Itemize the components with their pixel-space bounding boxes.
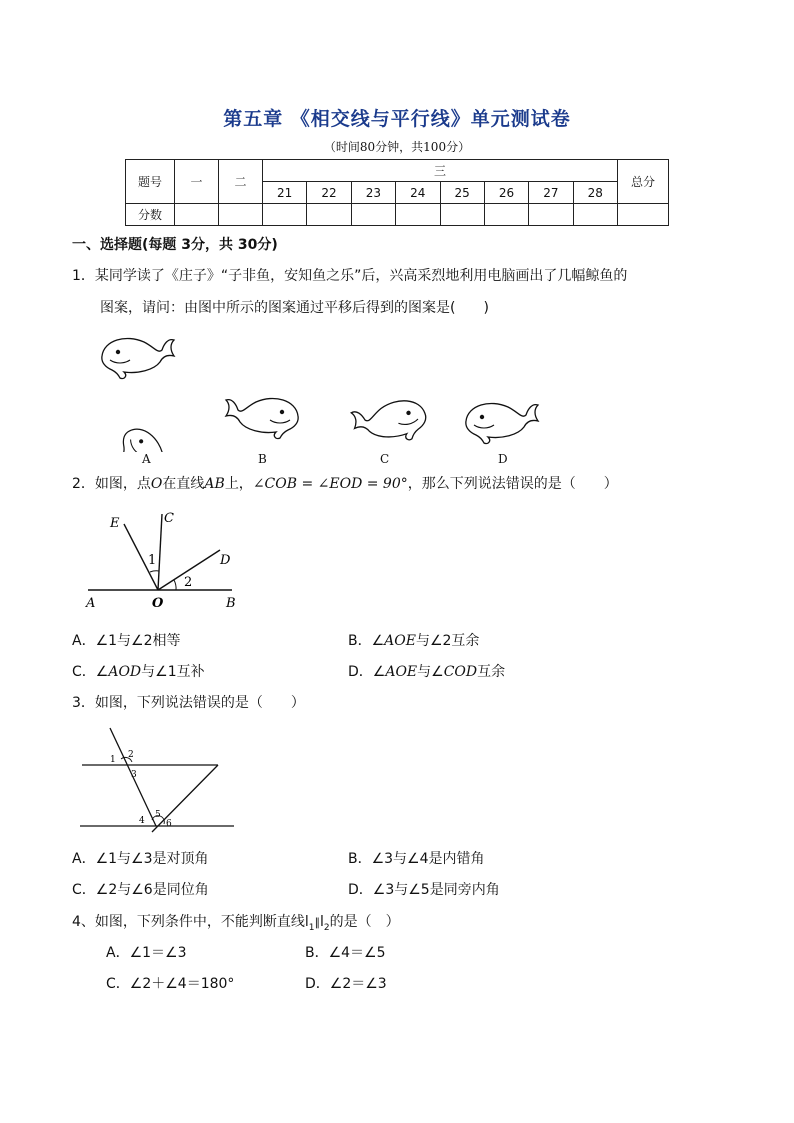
whale-original-icon	[102, 338, 174, 378]
score-table-subcol: 24	[396, 182, 440, 204]
q2-figure	[80, 506, 260, 616]
section-heading: 一、选择题(每题 3分，共 30分)	[72, 237, 278, 253]
score-table-subcol: 25	[440, 182, 484, 204]
q3-label-1: 1	[110, 755, 116, 765]
q3-stem: 3．如图，下列说法错误的是（ ）	[72, 695, 305, 711]
q2-label-angle2: 2	[184, 575, 193, 590]
q3-option-d[interactable]: D．∠3与∠5是同旁内角	[348, 882, 500, 898]
score-table-subcol: 22	[307, 182, 351, 204]
q1-caption-d: D	[498, 452, 508, 466]
q4-option-c[interactable]: C．∠2＋∠4＝180°	[106, 976, 235, 992]
score-table-col3-group: 三	[263, 160, 618, 182]
q2-label-b: B	[226, 596, 236, 611]
whale-c-icon	[351, 396, 430, 450]
q3-label-3: 3	[131, 770, 137, 780]
q1-stem-line2: 图案，请问：由图中所示的图案通过平移后得到的图案是( )	[100, 300, 489, 316]
score-cell[interactable]	[529, 204, 573, 226]
score-cell[interactable]	[396, 204, 440, 226]
page-title: 第五章 《相交线与平行线》单元测试卷	[223, 108, 571, 130]
q3-label-2: 2	[128, 750, 134, 760]
whale-b-icon	[226, 398, 298, 438]
score-cell[interactable]	[351, 204, 395, 226]
q2-option-b[interactable]: B．∠AOE与∠2互余	[348, 633, 480, 649]
q4-option-a[interactable]: A．∠1＝∠3	[106, 945, 187, 961]
score-cell[interactable]	[175, 204, 219, 226]
q3-label-5: 5	[155, 810, 161, 820]
q1-stem-line1: 1．某同学读了《庄子》“子非鱼，安知鱼之乐”后，兴高采烈地利用电脑画出了几幅鲸鱼的	[72, 268, 628, 284]
score-cell[interactable]	[573, 204, 617, 226]
score-table-subcol: 23	[351, 182, 395, 204]
q2-option-a[interactable]: A．∠1与∠2相等	[72, 633, 181, 649]
score-cell[interactable]	[484, 204, 528, 226]
q1-caption-b: B	[258, 452, 267, 466]
q2-label-a: A	[86, 596, 96, 611]
score-table-row1-label: 题号	[126, 160, 175, 204]
q4-option-d[interactable]: D．∠2＝∠3	[305, 976, 387, 992]
score-table-subcol: 21	[263, 182, 307, 204]
score-cell[interactable]	[219, 204, 263, 226]
score-table-subcol: 26	[484, 182, 528, 204]
score-table-col2: 二	[219, 160, 263, 204]
score-table-col1: 一	[175, 160, 219, 204]
q2-label-angle1: 1	[148, 553, 157, 568]
q2-formula: ∠COB = ∠EOD = 90°	[252, 476, 408, 492]
score-table-row2-label: 分数	[126, 204, 175, 226]
whale-d-icon	[466, 403, 538, 443]
q2-label-c: C	[164, 511, 174, 526]
q3-option-a[interactable]: A．∠1与∠3是对顶角	[72, 851, 209, 867]
score-table	[125, 159, 669, 226]
page-subtitle: （时间80分钟，共100分）	[323, 140, 471, 154]
q3-label-6: 6	[166, 819, 172, 829]
q2-option-d[interactable]: D．∠AOE与∠COD互余	[348, 664, 506, 680]
q3-option-b[interactable]: B．∠3与∠4是内错角	[348, 851, 485, 867]
score-cell[interactable]	[440, 204, 484, 226]
score-table-subcol: 28	[573, 182, 617, 204]
score-cell[interactable]	[618, 204, 669, 226]
q1-whale-figures	[90, 322, 550, 452]
q1-caption-c: C	[380, 452, 390, 466]
q2-option-c[interactable]: C．∠AOD与∠1互补	[72, 664, 205, 680]
score-cell[interactable]	[307, 204, 351, 226]
score-table-total: 总分	[618, 160, 669, 204]
q1-caption-a: A	[142, 452, 151, 466]
q3-option-c[interactable]: C．∠2与∠6是同位角	[72, 882, 209, 898]
q2-label-o: O	[152, 596, 164, 611]
q2-label-d: D	[220, 553, 231, 568]
q4-option-b[interactable]: B．∠4＝∠5	[305, 945, 386, 961]
q3-label-4: 4	[139, 816, 145, 826]
q4-stem: 4、如图，下列条件中，不能判断直线$l_1\parallel l_2$的是（ ）	[72, 914, 400, 933]
score-table-subcol: 27	[529, 182, 573, 204]
whale-a-icon	[112, 421, 182, 452]
q2-label-e: E	[110, 516, 120, 531]
q3-figure	[76, 722, 246, 834]
q2-stem: 2．如图，点O在直线AB上，∠COB = ∠EOD = 90°，那么下列说法错误的是（ ）	[72, 476, 618, 492]
score-cell[interactable]	[263, 204, 307, 226]
